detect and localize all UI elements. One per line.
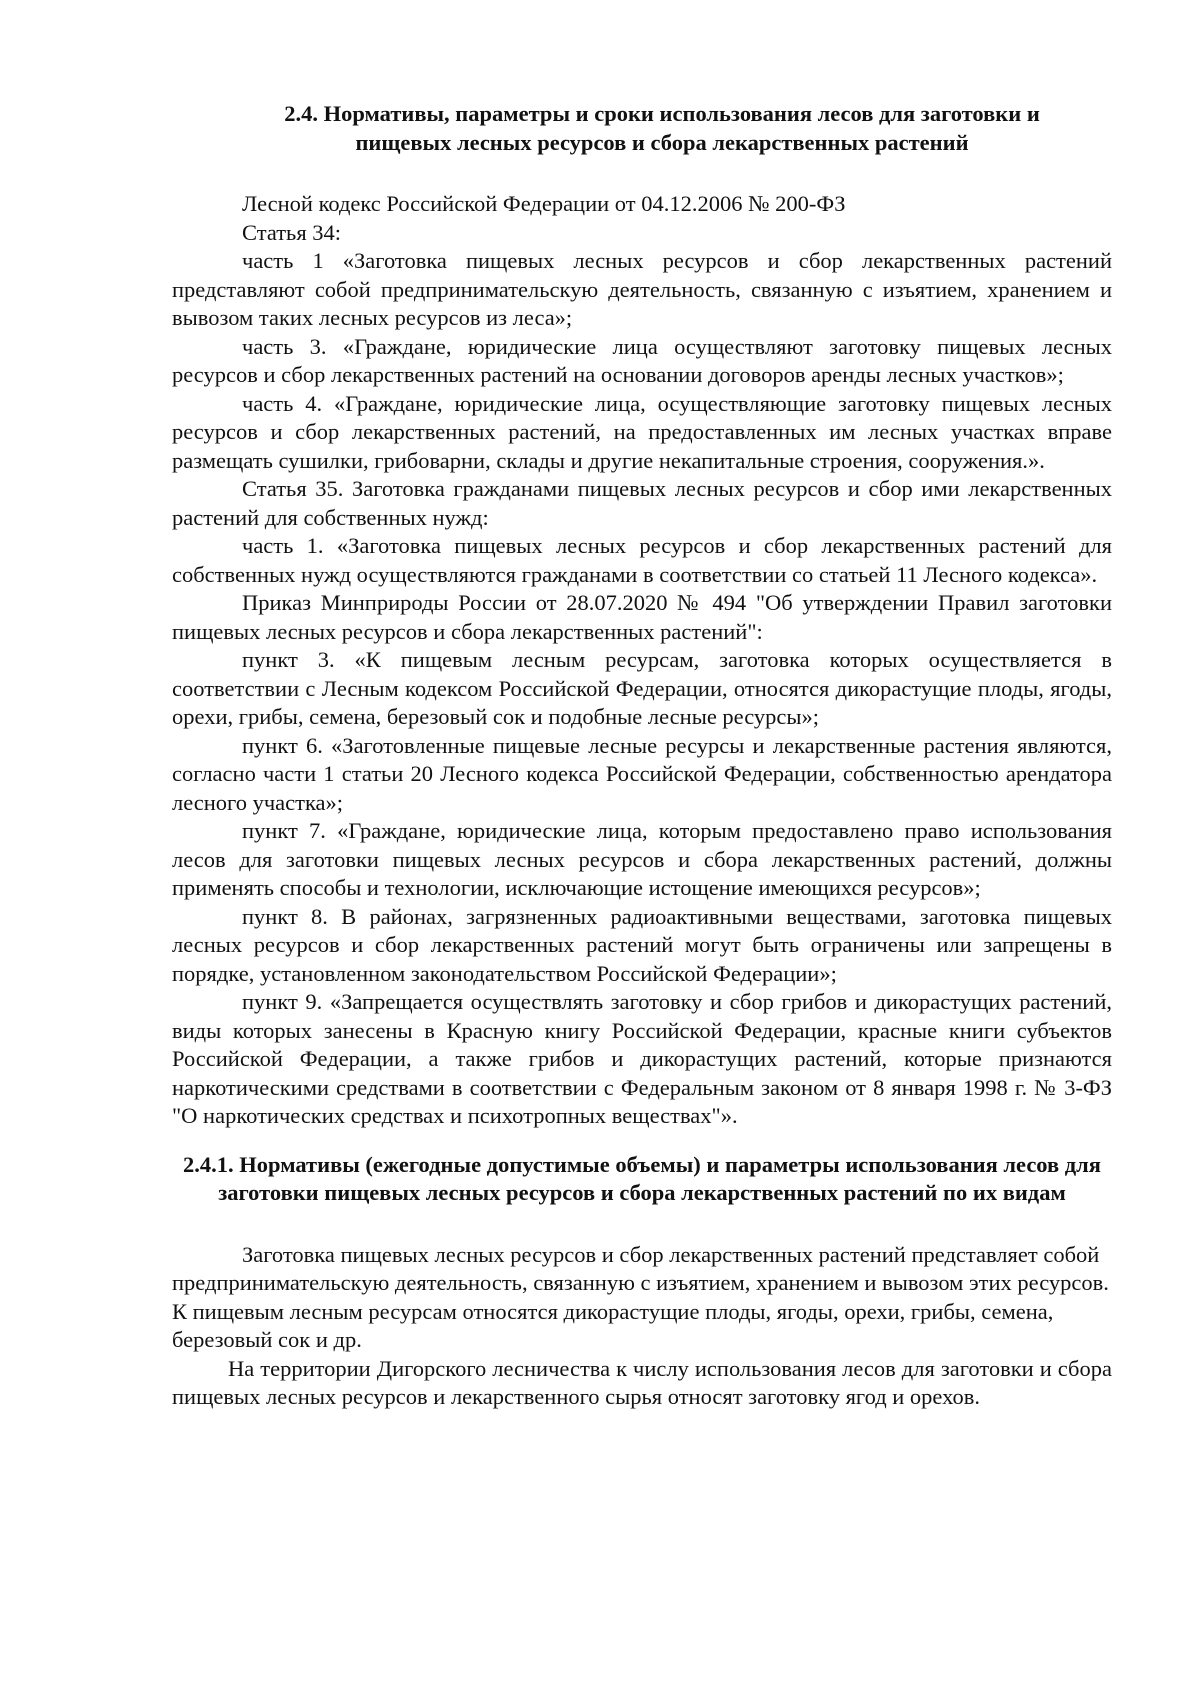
paragraph-article-35-part-1: часть 1. «Заготовка пищевых лесных ресурсов и сбор лекарственных растений для собственных нужд осуществляются гражданами в соответствии со статьей 11 Лесного кодекса».	[172, 533, 1112, 587]
section-2-4-title-line1: 2.4. Нормативы, параметры и сроки использования лесов для заготовки и	[284, 101, 1040, 126]
paragraph-item-8: пункт 8. В районах, загрязненных радиоактивными веществами, заготовка пищевых лесных ресурсов и сбор лекарственных растений могут быть ограничены или запрещены в порядке, установленном законодательством Российской Федерации»;	[172, 903, 1112, 986]
paragraph-digorskoe-forestry: На территории Дигорского лесничества к числу использования лесов для заготовки и сбора пищевых лесных ресурсов и лекарственного сырья относят заготовку ягод и орехов.	[172, 1355, 1112, 1409]
paragraph-harvesting-definition: Заготовка пищевых лесных ресурсов и сбор лекарственных растений представляет собой предпринимательскую деятельность, связанную с изъятием, хранением и вывозом этих ресурсов. К пищевым лесным ресурсам относятся дикорастущие плоды, ягоды, орехи, грибы, семена, березовый сок и др.	[172, 1241, 1109, 1352]
paragraph-part-1: часть 1 «Заготовка пищевых лесных ресурсов и сбор лекарственных растений представляют собой предпринимательскую деятельность, связанную с изъятием, хранением и вывозом таких лесных ресурсов из леса»;	[172, 248, 1112, 330]
paragraph-item-6: пункт 6. «Заготовленные пищевые лесные ресурсы и лекарственные растения являются, согласно части 1 статьи 20 Лесного кодекса Российской Федерации, собственностью арендатора лесного участка»;	[172, 732, 1112, 815]
section-2-4-1-title: 2.4.1. Нормативы (ежегодные допустимые объемы) и параметры использования лесов для заготовки пищевых лесных ресурсов и сбора лекарственных растений по их видам	[183, 1151, 1101, 1205]
section-2-4-title	[172, 100, 1112, 157]
paragraph-order-494: Приказ Минприроды России от 28.07.2020 № 494 "Об утверждении Правил заготовки пищевых лесных ресурсов и сбора лекарственных растений":	[172, 590, 1112, 644]
paragraph-forest-code: Лесной кодекс Российской Федерации от 04.12.2006 № 200-ФЗ	[242, 191, 846, 216]
paragraph-part-3: часть 3. «Граждане, юридические лица осуществляют заготовку пищевых лесных ресурсов и сбор лекарственных растений на основании договоров аренды лесных участков»;	[172, 333, 1112, 387]
paragraph-article-35: Статья 35. Заготовка гражданами пищевых лесных ресурсов и сбор ими лекарственных растений для собственных нужд:	[172, 476, 1112, 530]
section-2-4-title-line2: пищевых лесных ресурсов и сбора лекарственных растений	[355, 129, 969, 155]
paragraph-part-4: часть 4. «Граждане, юридические лица, осуществляющие заготовку пищевых лесных ресурсов и сбор лекарственных растений, на предоставленных им лесных участках вправе размещать сушилки, грибоварни, склады и другие некапитальные строения, сооружения.».	[172, 390, 1112, 473]
paragraph-item-7: пункт 7. «Граждане, юридические лица, которым предоставлено право использования лесов для заготовки пищевых лесных ресурсов и сбора лекарственных растений, должны применять способы и технологии, исключающие истощение имеющихся ресурсов»;	[172, 818, 1112, 900]
document-page	[172, 100, 1112, 1412]
paragraph-article-34: Статья 34:	[242, 219, 342, 245]
paragraph-item-9: пункт 9. «Запрещается осуществлять заготовку и сбор грибов и дикорастущих растений, виды которых занесены в Красную книгу Российской Федерации, красные книги субъектов Российской Федерации, а также грибов и дикорастущих растений, которые признаются наркотическими средствами в соответствии с Федеральным законом от 8 января 1998 г. № 3-ФЗ "О наркотических средствах и психотропных веществах"».	[172, 989, 1112, 1128]
paragraph-item-3: пункт 3. «К пищевым лесным ресурсам, заготовка которых осуществляется в соответствии с Лесным кодексом Российской Федерации, относятся дикорастущие плоды, ягоды, орехи, грибы, семена, березовый сок и подобные лесные ресурсы»;	[172, 647, 1112, 729]
